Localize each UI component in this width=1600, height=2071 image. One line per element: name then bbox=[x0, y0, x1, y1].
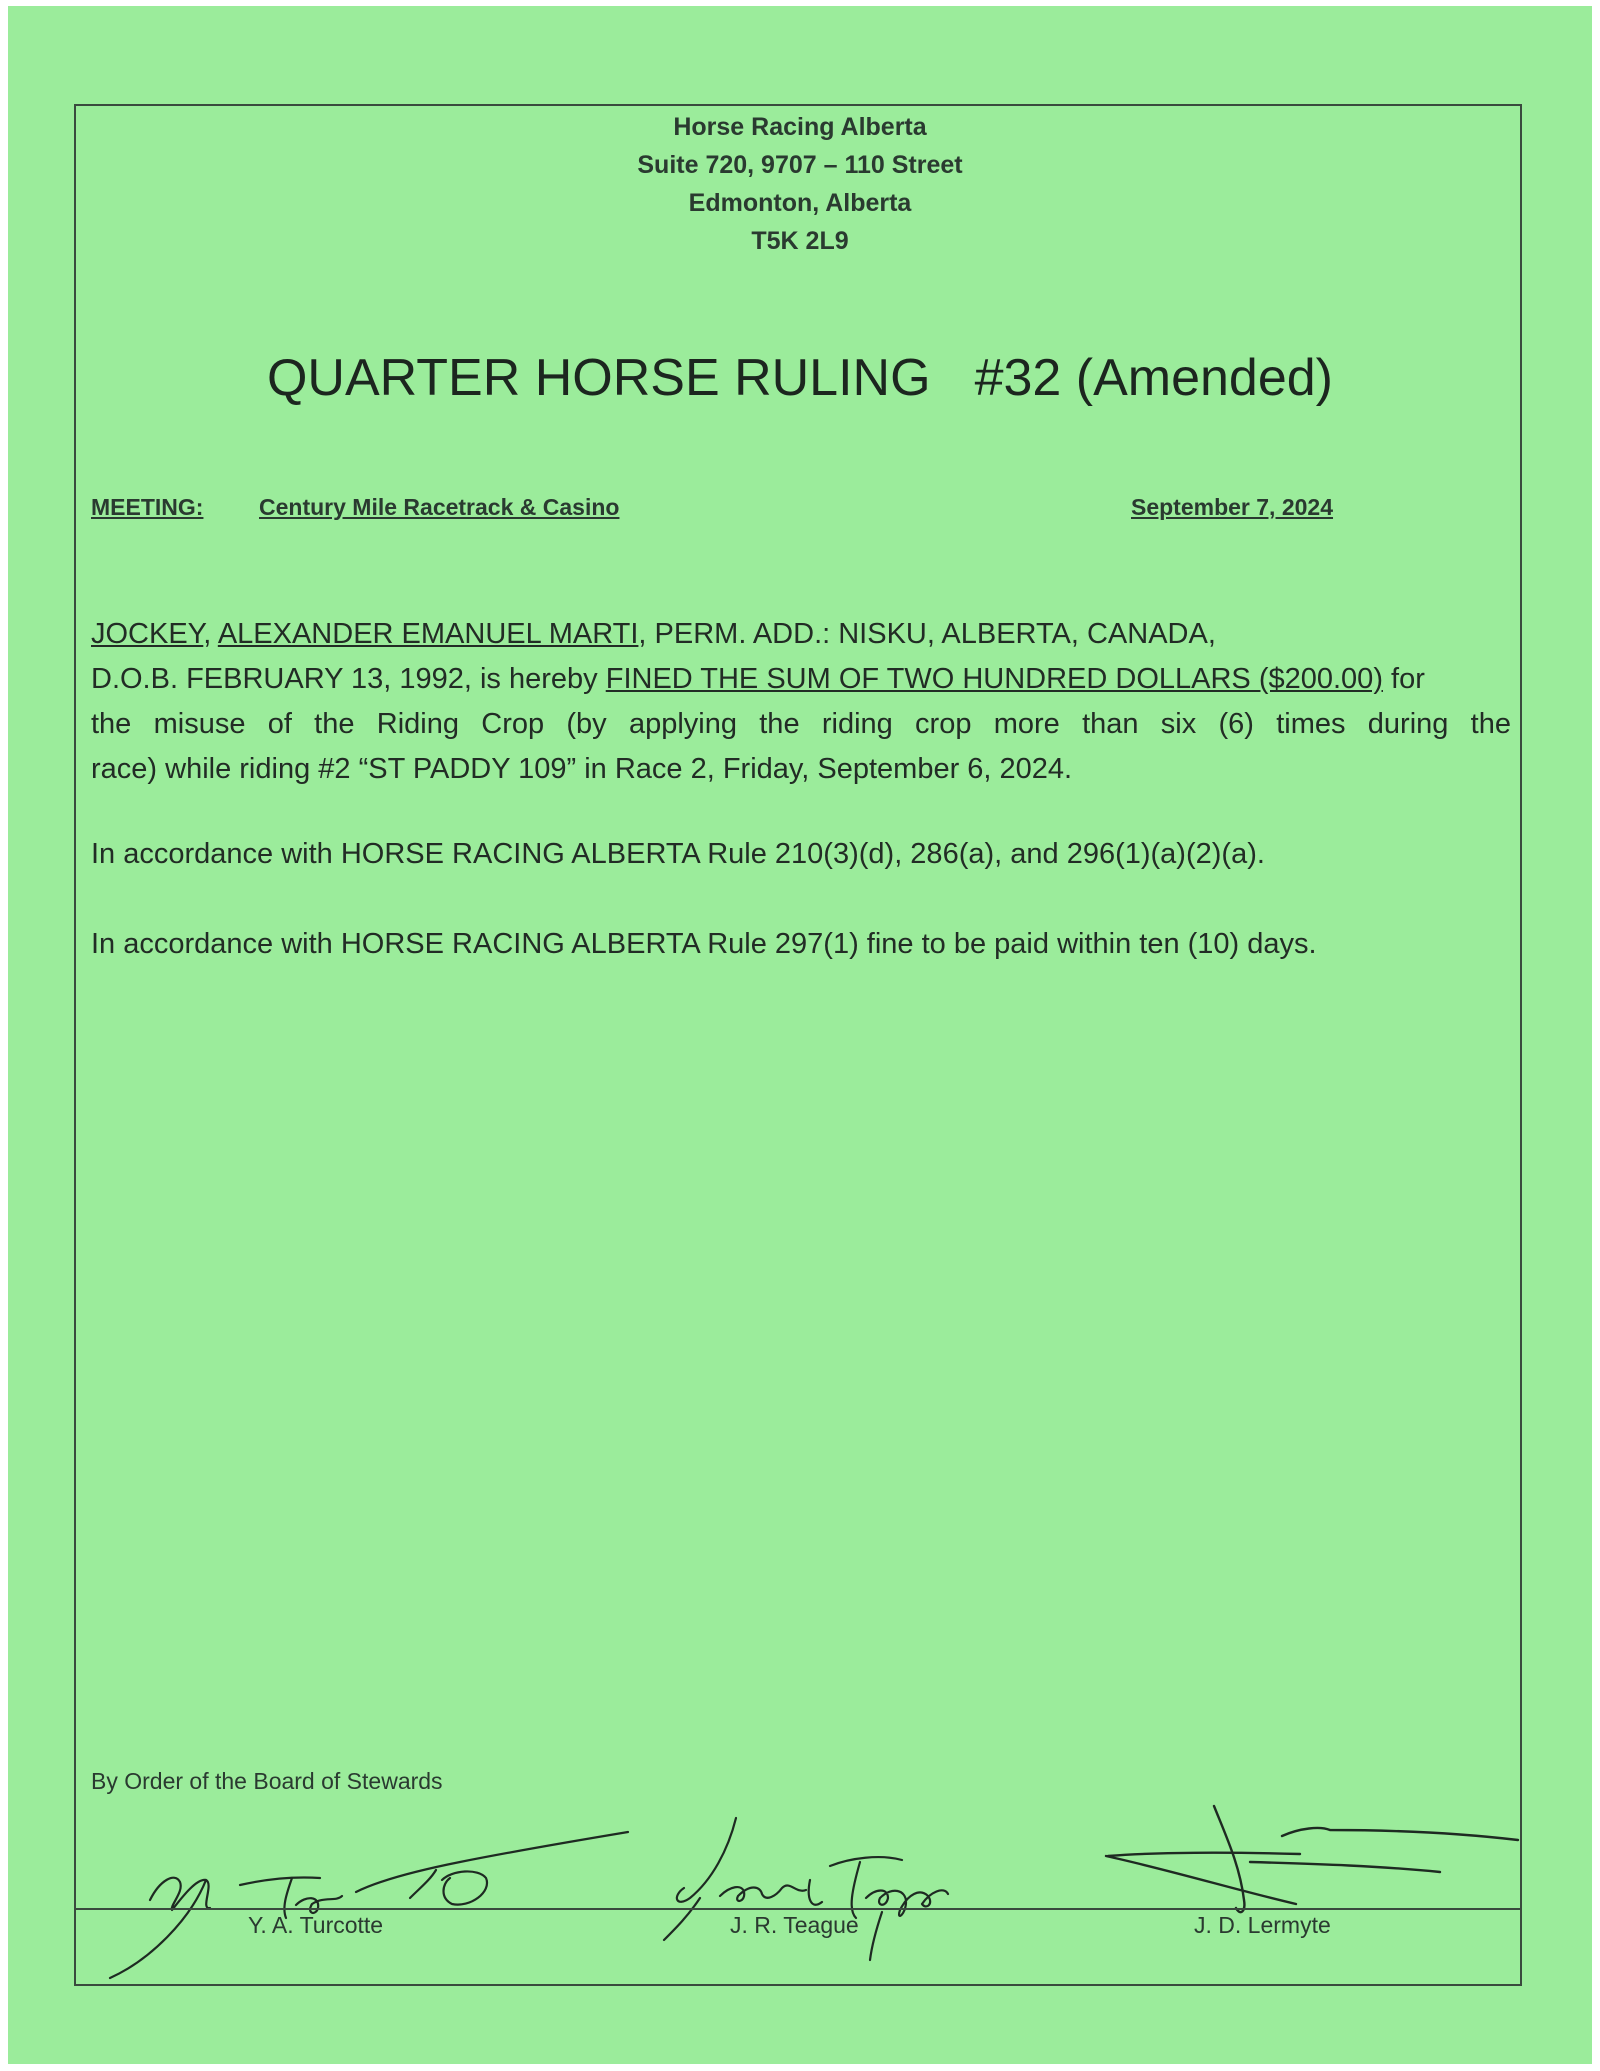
meeting-label: MEETING: bbox=[91, 494, 204, 520]
jockey-label: JOCKEY bbox=[91, 618, 204, 650]
ruling-line-2 bbox=[91, 657, 1511, 702]
org-city: Edmonton, Alberta bbox=[688, 189, 912, 217]
fine-amount: FINED THE SUM OF TWO HUNDRED DOLLARS ($200.00) bbox=[605, 663, 1383, 695]
ruling-line-4: race) while riding #2 “ST PADDY 109” in Race 2, Friday, September 6, 2024. bbox=[91, 753, 1073, 785]
title-number: #32 (Amended) bbox=[974, 349, 1334, 407]
jockey-name: ALEXANDER EMANUEL MARTI bbox=[217, 618, 639, 650]
org-postal: T5K 2L9 bbox=[751, 227, 849, 255]
ruling-line-3: the misuse of the Riding Crop (by applying the riding crop more than six (6) times during the bbox=[91, 708, 1511, 740]
steward-name-lermyte: J. D. Lermyte bbox=[1194, 1912, 1331, 1938]
fine-after: for bbox=[1382, 663, 1425, 695]
steward-name-turcotte: Y. A. Turcotte bbox=[248, 1912, 384, 1938]
title-main: QUARTER HORSE RULING bbox=[266, 349, 931, 407]
org-name: Horse Racing Alberta bbox=[673, 113, 927, 141]
meeting-date: September 7, 2024 bbox=[1131, 494, 1334, 520]
org-street: Suite 720, 9707 – 110 Street bbox=[637, 151, 963, 179]
letterhead bbox=[0, 108, 1600, 260]
signature-line bbox=[76, 1908, 1520, 1910]
ruling-paragraph bbox=[91, 612, 1511, 792]
meeting-venue: Century Mile Racetrack & Casino bbox=[259, 494, 620, 520]
steward-name-teague: J. R. Teague bbox=[730, 1912, 859, 1938]
rules-paragraph-2: In accordance with HORSE RACING ALBERTA Rule 297(1) fine to be paid within ten (10) days. bbox=[91, 928, 1317, 960]
jockey-dob: D.O.B. FEBRUARY 13, 1992, is hereby bbox=[91, 663, 598, 695]
ruling-line-1: JOCKEY, ALEXANDER EMANUEL MARTI, PERM. ADD.: NISKU, ALBERTA, CANADA, bbox=[91, 618, 1216, 650]
stewards-order: By Order of the Board of Stewards bbox=[91, 1768, 443, 1794]
rules-paragraph-1: In accordance with HORSE RACING ALBERTA Rule 210(3)(d), 286(a), and 296(1)(a)(2)(a). bbox=[91, 838, 1265, 870]
page-title bbox=[0, 348, 1600, 408]
jockey-address: , PERM. ADD.: NISKU, ALBERTA, CANADA, bbox=[638, 618, 1216, 650]
